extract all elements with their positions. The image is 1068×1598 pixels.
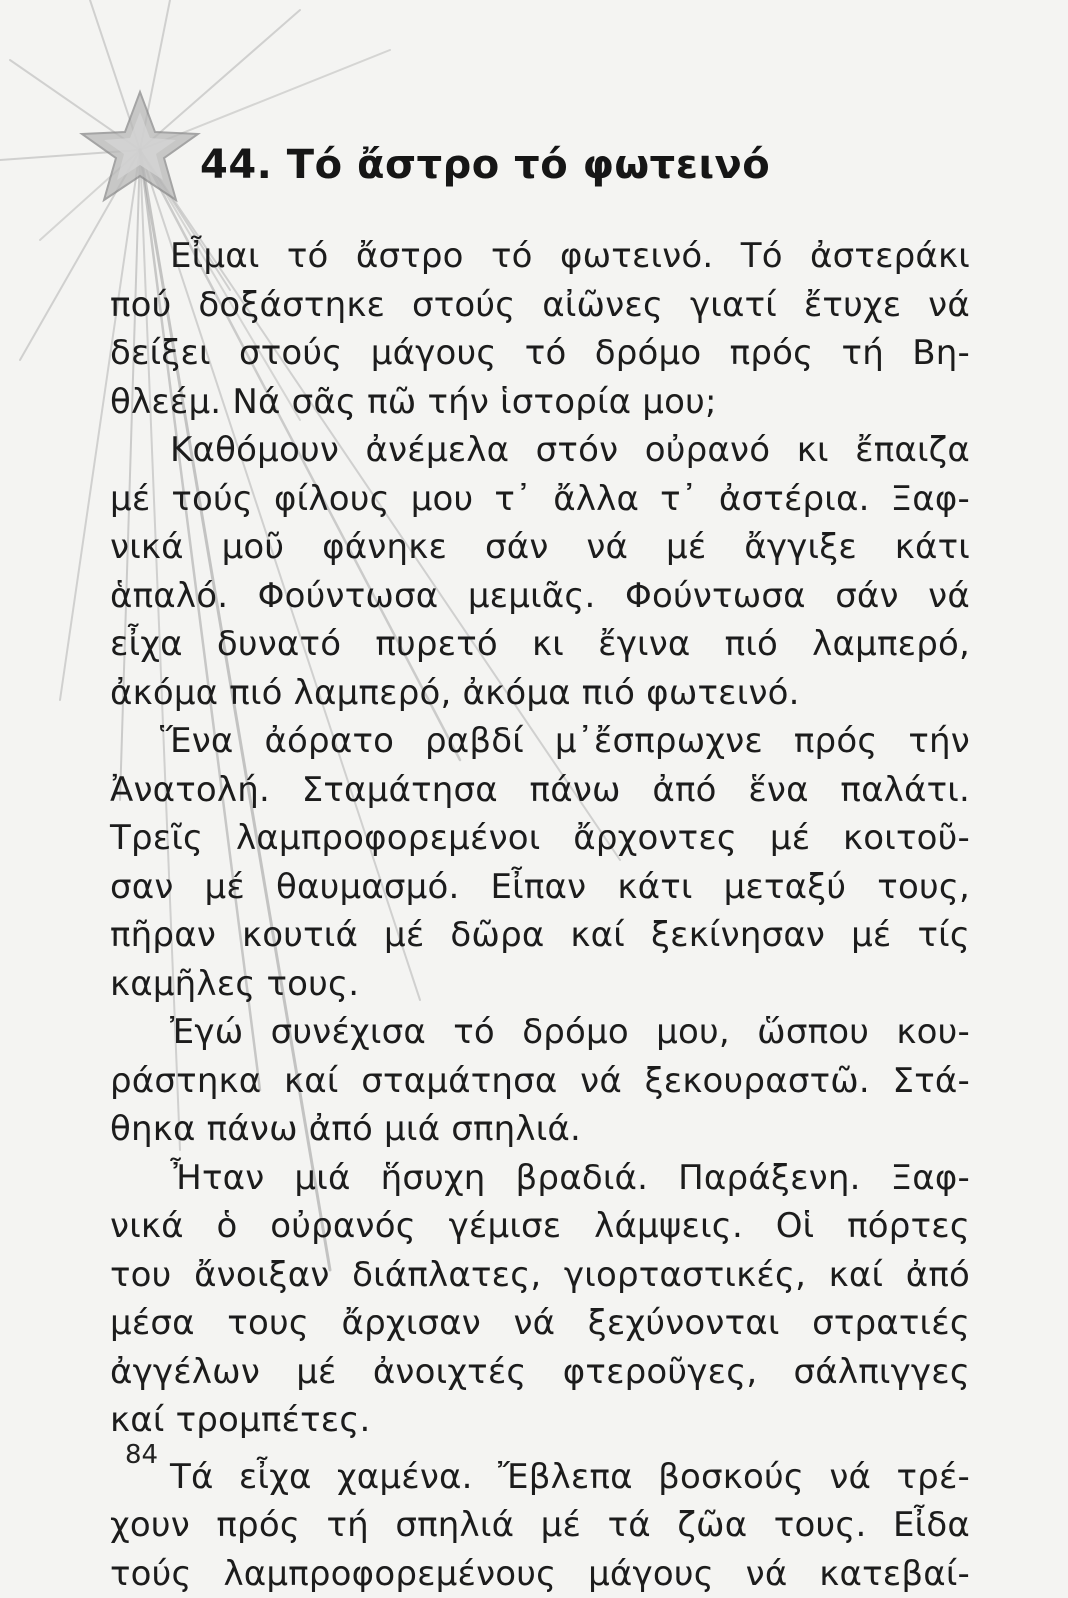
- text-line: μέσα τους ἄρχισαν νά ξεχύνονται στρατιές: [110, 1299, 970, 1348]
- text-line: πού δοξάστηκε στούς αἰῶνες γιατί ἔτυχε νά: [110, 281, 970, 330]
- text-line: Ἐγώ συνέχισα τό δρόμο μου, ὥσπου κου-: [110, 1008, 970, 1057]
- text-line: ἀκόμα πιό λαμπερό, ἀκόμα πιό φωτεινό.: [110, 669, 970, 718]
- text-line: πῆραν κουτιά μέ δῶρα καί ξεκίνησαν μέ τίς: [110, 911, 970, 960]
- text-line: Τά εἶχα χαμένα. Ἔβλεπα βοσκούς νά τρέ-: [110, 1453, 970, 1502]
- text-line: θλεέμ. Νά σᾶς πῶ τήν ἱστορία μου;: [110, 378, 970, 427]
- text-line: Εἶμαι τό ἄστρο τό φωτεινό. Τό ἀστεράκι: [110, 232, 970, 281]
- text-line: μέ τούς φίλους μου τ᾽ ἄλλα τ᾽ ἀστέρια. Ξαφ-: [110, 475, 970, 524]
- text-line: καμῆλες τους.: [110, 960, 970, 1009]
- text-line: Καθόμουν ἀνέμελα στόν οὐρανό κι ἔπαιζα: [110, 426, 970, 475]
- text-line: Ἀνατολή. Σταμάτησα πάνω ἀπό ἕνα παλάτι.: [110, 766, 970, 815]
- text-line: σαν μέ θαυμασμό. Εἶπαν κάτι μεταξύ τους,: [110, 863, 970, 912]
- text-line: ἁπαλό. Φούντωσα μεμιᾶς. Φούντωσα σάν νά: [110, 572, 970, 621]
- text-line: θηκα πάνω ἀπό μιά σπηλιά.: [110, 1105, 970, 1154]
- text-line: εἶχα δυνατό πυρετό κι ἔγινα πιό λαμπερό,: [110, 620, 970, 669]
- text-line: καί τρομπέτες.: [110, 1396, 970, 1445]
- body-text: [110, 232, 970, 1598]
- chapter-title: 44. Τό ἄστρο τό φωτεινό: [200, 142, 770, 188]
- page-number: 84: [125, 1440, 158, 1470]
- text-line: νικά ὁ οὐρανός γέμισε λάμψεις. Οἱ πόρτες: [110, 1202, 970, 1251]
- text-line: Ἦταν μιά ἥσυχη βραδιά. Παράξενη. Ξαφ-: [110, 1154, 970, 1203]
- text-line: του ἄνοιξαν διάπλατες, γιορταστικές, καί ἀπό: [110, 1251, 970, 1300]
- text-line: νικά μοῦ φάνηκε σάν νά μέ ἄγγιξε κάτι: [110, 523, 970, 572]
- text-line: Ἕνα ἀόρατο ραβδί μ᾽ἔσπρωχνε πρός τήν: [110, 717, 970, 766]
- text-line: τούς λαμπροφορεμένους μάγους νά κατεβαί-: [110, 1550, 970, 1598]
- text-line: ράστηκα καί σταμάτησα νά ξεκουραστῶ. Στά-: [110, 1057, 970, 1106]
- text-line: Τρεῖς λαμπροφορεμένοι ἄρχοντες μέ κοιτοῦ-: [110, 814, 970, 863]
- text-line: δείξει στούς μάγους τό δρόμο πρός τή Βη-: [110, 329, 970, 378]
- text-line: ἀγγέλων μέ ἀνοιχτές φτεροῦγες, σάλπιγγες: [110, 1348, 970, 1397]
- text-line: χουν πρός τή σπηλιά μέ τά ζῶα τους. Εἶδα: [110, 1501, 970, 1550]
